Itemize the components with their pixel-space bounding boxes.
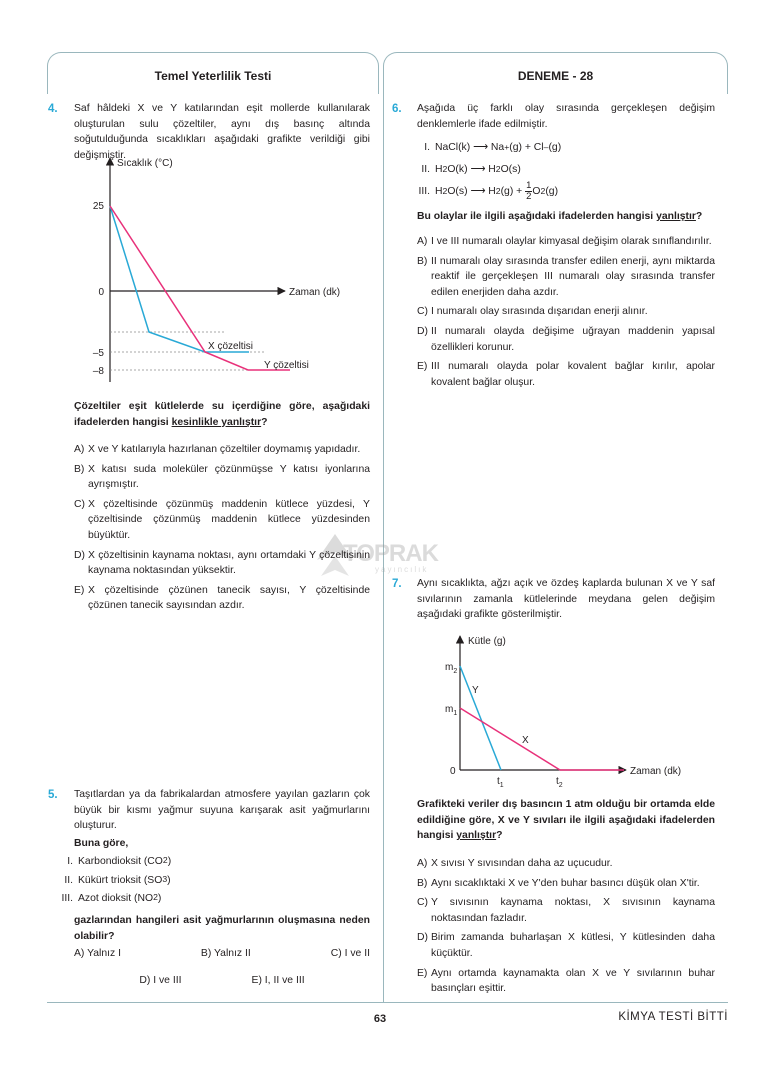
q6-option-b[interactable] bbox=[417, 254, 715, 301]
option-letter: D) bbox=[417, 932, 428, 944]
q5-item-1 bbox=[60, 854, 171, 870]
arrow-icon: ⟶ bbox=[470, 185, 486, 197]
item-text: Azot dioksit (NO bbox=[78, 893, 154, 905]
option-text: II numaralı olayda değişime uğrayan maddenin yapısal özellikleri korunur. bbox=[431, 326, 715, 353]
exam-title: DENEME - 28 bbox=[517, 69, 594, 83]
q5-option-a[interactable]: A) Yalnız I bbox=[74, 948, 121, 959]
eq-part: Na bbox=[490, 142, 505, 153]
q7-prompt bbox=[417, 797, 715, 844]
q4-x-label: Zaman (dk) bbox=[289, 287, 341, 298]
q7-legend-x: X bbox=[522, 735, 529, 746]
eq-part: (g) + Cl bbox=[509, 142, 544, 153]
roman-numeral: I. bbox=[67, 856, 73, 867]
q7-series-y bbox=[460, 666, 501, 770]
q7-prompt-underline: yanlıştır bbox=[456, 830, 497, 842]
option-letter: D) bbox=[417, 326, 428, 338]
q7-ytick-m1: $m_1$ bbox=[445, 704, 458, 717]
eq-sub: 2 bbox=[495, 163, 501, 174]
option-text: I ve III numaralı olaylar kimyasal değişim olarak sınıflandırılır. bbox=[431, 236, 712, 247]
q6-prompt-end: ? bbox=[695, 211, 703, 222]
q6-eq-2 bbox=[417, 162, 715, 178]
q7-option-a[interactable] bbox=[417, 856, 715, 872]
arrow-icon: ⟶ bbox=[470, 163, 486, 175]
q6-number: 6. bbox=[392, 103, 402, 115]
eq-part: H bbox=[488, 185, 496, 197]
q4-series-y bbox=[110, 206, 290, 370]
q5-prompt: gazlarından hangileri asit yağmurlarının oluşmasına neden olabilir? bbox=[74, 915, 370, 942]
q6-prompt-underline: yanlıştır bbox=[656, 211, 696, 222]
option-text: X çözeltisinde çözünmüş maddenin kütlece yüzdesi, Y çözeltisinde çözünmüş maddenin kütlece yüzdesinden büyüktür. bbox=[88, 498, 370, 542]
q4-ytick-minus8: –8 bbox=[92, 366, 104, 377]
eq-part: (g) bbox=[545, 185, 559, 197]
eq-sup: – bbox=[543, 142, 549, 152]
option-letter: A) bbox=[74, 444, 85, 455]
q7-series-x bbox=[460, 708, 560, 770]
option-letter: B) bbox=[417, 255, 428, 267]
eq-part: O(s) bbox=[447, 185, 468, 197]
option-text: III numaralı olayda polar kovalent bağlar kırılır, apolar kovalent bağlar oluşur. bbox=[431, 361, 715, 388]
eq-part: O(s) bbox=[500, 163, 521, 175]
q5-option-c[interactable]: C) I ve II bbox=[330, 948, 370, 959]
q7-option-c[interactable] bbox=[417, 895, 715, 926]
q4-ytick-0: 0 bbox=[98, 287, 104, 298]
q5-option-b[interactable]: B) Yalnız II bbox=[200, 948, 251, 959]
q4-stem: Saf hâldeki X ve Y katılarından eşit mollerde kullanılarak oluşturulan sulu çözeltiler, aynı dış basınç altında soğutulduğunda sıcaklıkları aşağıdaki grafikte verildiği gibi değişmiştir. bbox=[74, 103, 370, 161]
q5-stem: Taşıtlardan ya da fabrikalardan atmosfere yayılan gazların çok büyük bir kısmı yağmur suyuna karışarak asit yağmurlarını oluşturur. bbox=[74, 789, 370, 832]
q5-item-2 bbox=[60, 873, 171, 889]
item-end: ) bbox=[167, 874, 171, 886]
eq-part: (g) + bbox=[500, 185, 523, 197]
q4-option-a[interactable] bbox=[74, 442, 370, 458]
option-letter: E) bbox=[417, 361, 428, 373]
q7-number: 7. bbox=[392, 578, 402, 590]
q6-fraction bbox=[525, 181, 532, 202]
q6-eq-3 bbox=[417, 181, 715, 202]
q6-eq-1 bbox=[417, 140, 715, 156]
eq-part: (g) bbox=[548, 142, 562, 153]
q7-prompt-end: ? bbox=[496, 830, 503, 842]
q7-stem: Aynı sıcaklıkta, ağzı açık ve özdeş kaplarda bulunan X ve Y saf sıvılarının zamanla kütlelerinde meydana gelen değişim aşağıdaki grafikte gösterilmiştir. bbox=[417, 578, 715, 621]
q6-option-d[interactable] bbox=[417, 324, 715, 355]
item-sub: 2 bbox=[162, 855, 168, 865]
q5-option-d[interactable]: D) I ve III bbox=[139, 974, 182, 986]
option-letter: A) bbox=[417, 858, 428, 869]
option-letter: C) bbox=[417, 897, 428, 909]
eq-part: H bbox=[435, 163, 443, 175]
roman-numeral: III. bbox=[61, 893, 73, 905]
option-letter: B) bbox=[417, 877, 428, 889]
header-tab-right bbox=[383, 52, 728, 94]
option-text: X sıvısı Y sıvısından daha az uçucudur. bbox=[431, 858, 613, 869]
q7-xtick-t2: $t_2$ bbox=[556, 776, 563, 789]
q4-option-b[interactable] bbox=[74, 462, 370, 493]
q7-ytick-0: 0 bbox=[450, 766, 456, 777]
q7-legend-y: Y bbox=[472, 685, 479, 696]
q6-stem: Aşağıda üç farklı olay sırasında gerçekleşen değişim denklemlerle ifade edilmiştir. bbox=[417, 103, 715, 130]
q6-prompt bbox=[417, 209, 715, 225]
q7-xtick-t1: $t_1$ bbox=[497, 776, 504, 789]
fraction-den: 2 bbox=[526, 191, 532, 203]
item-end: ) bbox=[167, 856, 172, 867]
q7-x-label: Zaman (dk) bbox=[630, 766, 682, 777]
q4-y-label: Sıcaklık (°C) bbox=[117, 158, 173, 169]
q5-item-3 bbox=[60, 891, 171, 907]
arrow-icon: ⟶ bbox=[473, 142, 489, 153]
q7-y-label: Kütle (g) bbox=[468, 636, 506, 647]
item-sub: 3 bbox=[162, 873, 168, 884]
q7-ytick-m2: $m_2$ bbox=[445, 662, 458, 675]
page-number: 63 bbox=[373, 1013, 387, 1025]
eq-sub: 2 bbox=[540, 186, 546, 197]
eq-part: O bbox=[532, 185, 541, 197]
q6-prompt-text: Bu olaylar ile ilgili aşağıdaki ifadelerden hangisi bbox=[417, 211, 657, 222]
q4-chart bbox=[75, 150, 375, 388]
option-text: X ve Y katılarıyla hazırlanan çözeltiler doymamış yapıdadır. bbox=[88, 444, 361, 455]
watermark-text: TOPRAK bbox=[343, 540, 438, 567]
page-header bbox=[47, 52, 728, 94]
q4-options bbox=[74, 438, 370, 614]
option-text: X katısı suda moleküler çözünmüşse Y katısı iyonlarına ayrışmıştır. bbox=[88, 463, 370, 491]
q6-option-c[interactable] bbox=[417, 304, 715, 320]
q5-lead: Buna göre, bbox=[74, 838, 129, 849]
option-text: X çözeltisinde çözünen tanecik sayısı, Y çözeltisinde çözünen tanecik sayısından azdır. bbox=[88, 584, 370, 612]
footer-divider bbox=[47, 1002, 728, 1003]
q4-prompt bbox=[74, 399, 370, 430]
option-text: II numaralı olay sırasında transfer edilen enerji, aynı miktarda reaktif ile gerçekleşen III numaralı olay sırasında transfer edilen enerjiden daha azdır. bbox=[431, 255, 715, 298]
fraction-num: 1 bbox=[526, 180, 532, 192]
q4-prompt-end: ? bbox=[261, 416, 268, 428]
eq-part: O(k) bbox=[447, 163, 468, 175]
q4-prompt-underline: kesinlikle yanlıştır bbox=[171, 416, 262, 428]
option-text: Aynı sıcaklıktaki X ve Y'den buhar basıncı düşük olan X'tir. bbox=[431, 877, 700, 889]
q6-equations bbox=[417, 137, 715, 202]
q5-option-e[interactable]: E) I, II ve III bbox=[251, 974, 305, 986]
q5-options bbox=[74, 946, 370, 988]
q7-prompt-text: Grafikteki veriler dış basıncın 1 atm olduğu bir ortamda elde edildiğine göre, X ve Y sıvıları ile ilgili aşağıdaki ifadelerden hangisi bbox=[417, 799, 715, 842]
q6-option-e[interactable] bbox=[417, 359, 715, 390]
roman-numeral: II. bbox=[64, 874, 73, 886]
option-text: Birim zamanda buharlaşan X kütlesi, Y kütlesinden daha küçüktür. bbox=[431, 932, 715, 960]
q4-number: 4. bbox=[48, 103, 58, 115]
roman-numeral: I. bbox=[424, 142, 430, 153]
eq-sub: 2 bbox=[442, 163, 448, 174]
q5-items bbox=[60, 851, 171, 907]
q4-option-c[interactable] bbox=[74, 497, 370, 544]
item-text: Karbondioksit (CO bbox=[78, 856, 163, 867]
option-letter: E) bbox=[417, 967, 428, 979]
option-text: Aynı ortamda kaynamakta olan X ve Y sıvılarının buhar basınçları eşittir. bbox=[431, 967, 715, 995]
item-sub: 2 bbox=[153, 892, 158, 903]
q4-series-x bbox=[110, 206, 249, 352]
q5-number: 5. bbox=[48, 789, 58, 801]
q7-options bbox=[417, 852, 715, 997]
option-letter: D) bbox=[74, 549, 85, 561]
roman-numeral: II. bbox=[421, 163, 430, 175]
q7-option-d[interactable] bbox=[417, 930, 715, 961]
option-letter: C) bbox=[74, 498, 85, 510]
option-letter: C) bbox=[417, 306, 428, 318]
eq-sub: 2 bbox=[495, 186, 501, 197]
q4-ytick-minus5: –5 bbox=[92, 348, 104, 359]
q7-option-b[interactable] bbox=[417, 876, 715, 892]
q7-chart bbox=[412, 630, 702, 790]
option-letter: E) bbox=[74, 584, 85, 596]
q7-option-e[interactable] bbox=[417, 966, 715, 997]
option-text: Y sıvısının kaynama noktası, X sıvısının kaynama noktasından fazladır. bbox=[431, 897, 715, 924]
roman-numeral: III. bbox=[418, 185, 430, 197]
eq-part: NaCl(k) bbox=[435, 142, 471, 153]
q6-options bbox=[417, 230, 715, 390]
eq-sub: 2 bbox=[442, 186, 448, 197]
test-title: Temel Yeterlilik Testi bbox=[154, 69, 272, 83]
eq-part: H bbox=[488, 163, 496, 175]
option-letter: B) bbox=[74, 463, 85, 475]
q4-legend-y: Y çözeltisi bbox=[264, 360, 309, 371]
item-end: ) bbox=[157, 893, 162, 905]
header-tab-left bbox=[47, 52, 379, 94]
q4-legend-x: X çözeltisi bbox=[208, 341, 254, 352]
item-text: Kükürt trioksit (SO bbox=[78, 874, 163, 886]
option-letter: A) bbox=[417, 236, 428, 247]
q4-option-e[interactable] bbox=[74, 583, 370, 614]
q4-ytick-25: 25 bbox=[92, 201, 104, 212]
q4-option-d[interactable] bbox=[74, 548, 370, 579]
eq-part: H bbox=[435, 185, 443, 197]
option-text: I numaralı olay sırasında dışarıdan enerji alınır. bbox=[431, 306, 648, 318]
test-end-label: KİMYA TESTİ BİTTİ bbox=[618, 1011, 728, 1023]
option-text: X çözeltisinin kaynama noktası, aynı ortamdaki Y çözeltisinin kaynama noktasından yüksektir. bbox=[88, 549, 370, 577]
q6-option-a[interactable] bbox=[417, 234, 715, 250]
watermark-sub: yayıncılık bbox=[375, 565, 429, 574]
q4-prompt-text: Çözeltiler eşit kütlelerde su içerdiğine göre, aşağıdaki ifadelerden hangisi bbox=[74, 401, 370, 428]
eq-sup: + bbox=[504, 142, 510, 152]
